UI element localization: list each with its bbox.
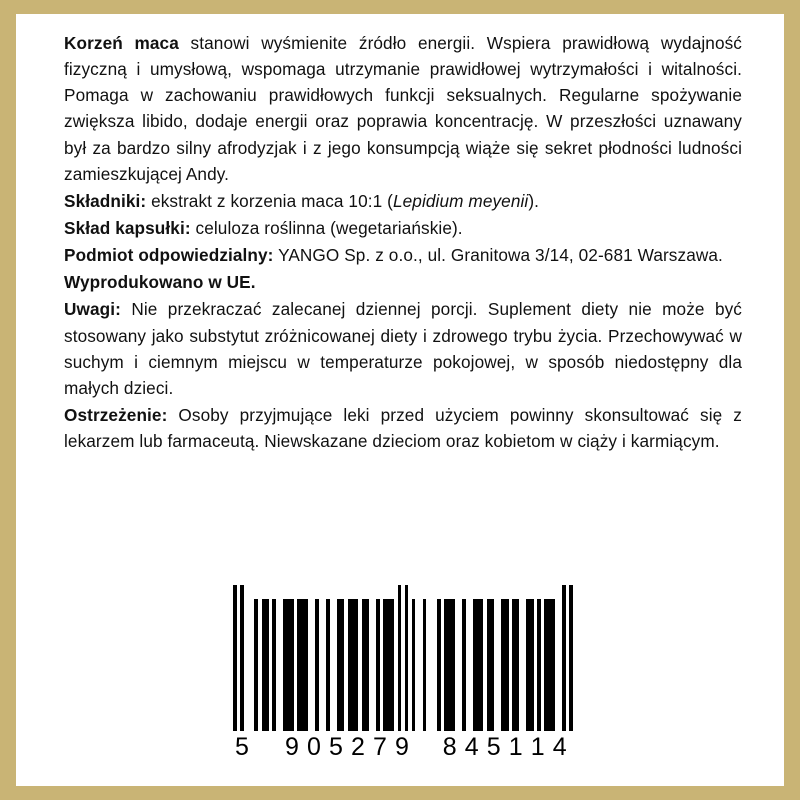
wyprodukowano-lead: Wyprodukowano w UE.: [64, 272, 256, 293]
sklad-kapsulki-lead: Skład kapsułki:: [64, 217, 191, 238]
paragraph-sklad-kapsulki: [64, 215, 742, 241]
barcode-area: [64, 585, 742, 776]
barcode-right-group: 8 4 5 1 1 4: [442, 733, 568, 761]
barcode-bars: [233, 585, 573, 731]
barcode-left-group: 9 0 5 2 7 9: [285, 733, 410, 761]
paragraph-ostrzezenie: [64, 402, 742, 454]
skladniki-latin-name: Lepidium meyenii: [392, 190, 529, 211]
ostrzezenie-text: Osoby przyjmujące leki przed użyciem powinny skonsultować się z lekarzem lub farmaceutą. Niewskazane dzieciom oraz kobietom w ciąży i karmiącym.: [64, 404, 742, 452]
skladniki-text: ekstrakt z korzenia maca 10:1 (: [146, 190, 393, 211]
paragraph-wyprodukowano: [64, 269, 742, 295]
paragraph-podmiot-odpowiedzialny: [64, 242, 742, 268]
skladniki-text-after: ).: [528, 190, 540, 211]
label-panel: [16, 14, 784, 786]
uwagi-lead: Uwagi:: [64, 299, 121, 320]
sklad-kapsulki-text: celuloza roślinna (wegetariańskie).: [190, 217, 463, 238]
intro-text: stanowi wyśmienite źródło energii. Wspiera prawidłową wydajność fizyczną i umysłową, wspomaga utrzymanie prawidłowej wytrzymałości i witalności. Pomaga w zachowaniu prawidłowych funkcji seksualnych. Regularne spożywanie zwiększa libido, dodaje energii oraz poprawia koncentrację. W przeszłości uznawany był za bardzo silny afrodyzjak i z jego konsumpcją wiąże się sekret płodności ludności zamieszkującej Andy.: [64, 33, 742, 184]
paragraph-intro: [64, 30, 742, 187]
skladniki-lead: Składniki:: [64, 190, 147, 211]
label-copy: [64, 30, 742, 455]
barcode-digits: [233, 733, 573, 762]
podmiot-text: YANGO Sp. z o.o., ul. Granitowa 3/14, 02-681 Warszawa.: [273, 245, 723, 266]
uwagi-text: Nie przekraczać zalecanej dziennej porcji. Suplement diety nie może być stosowany jako substytut zróżnicowanej diety i zdrowego trybu życia. Przechowywać w suchym i ciemnym miejscu w temperaturze pokojowej, w sposób niedostępny dla małych dzieci.: [64, 299, 742, 398]
barcode-lead-digit: 5: [235, 733, 250, 761]
paragraph-skladniki: [64, 188, 742, 214]
paragraph-uwagi: [64, 296, 742, 401]
barcode: [233, 585, 573, 762]
podmiot-lead: Podmiot odpowiedzialny:: [64, 245, 274, 266]
ostrzezenie-lead: Ostrzeżenie:: [64, 404, 168, 425]
intro-lead: Korzeń maca: [64, 33, 179, 53]
